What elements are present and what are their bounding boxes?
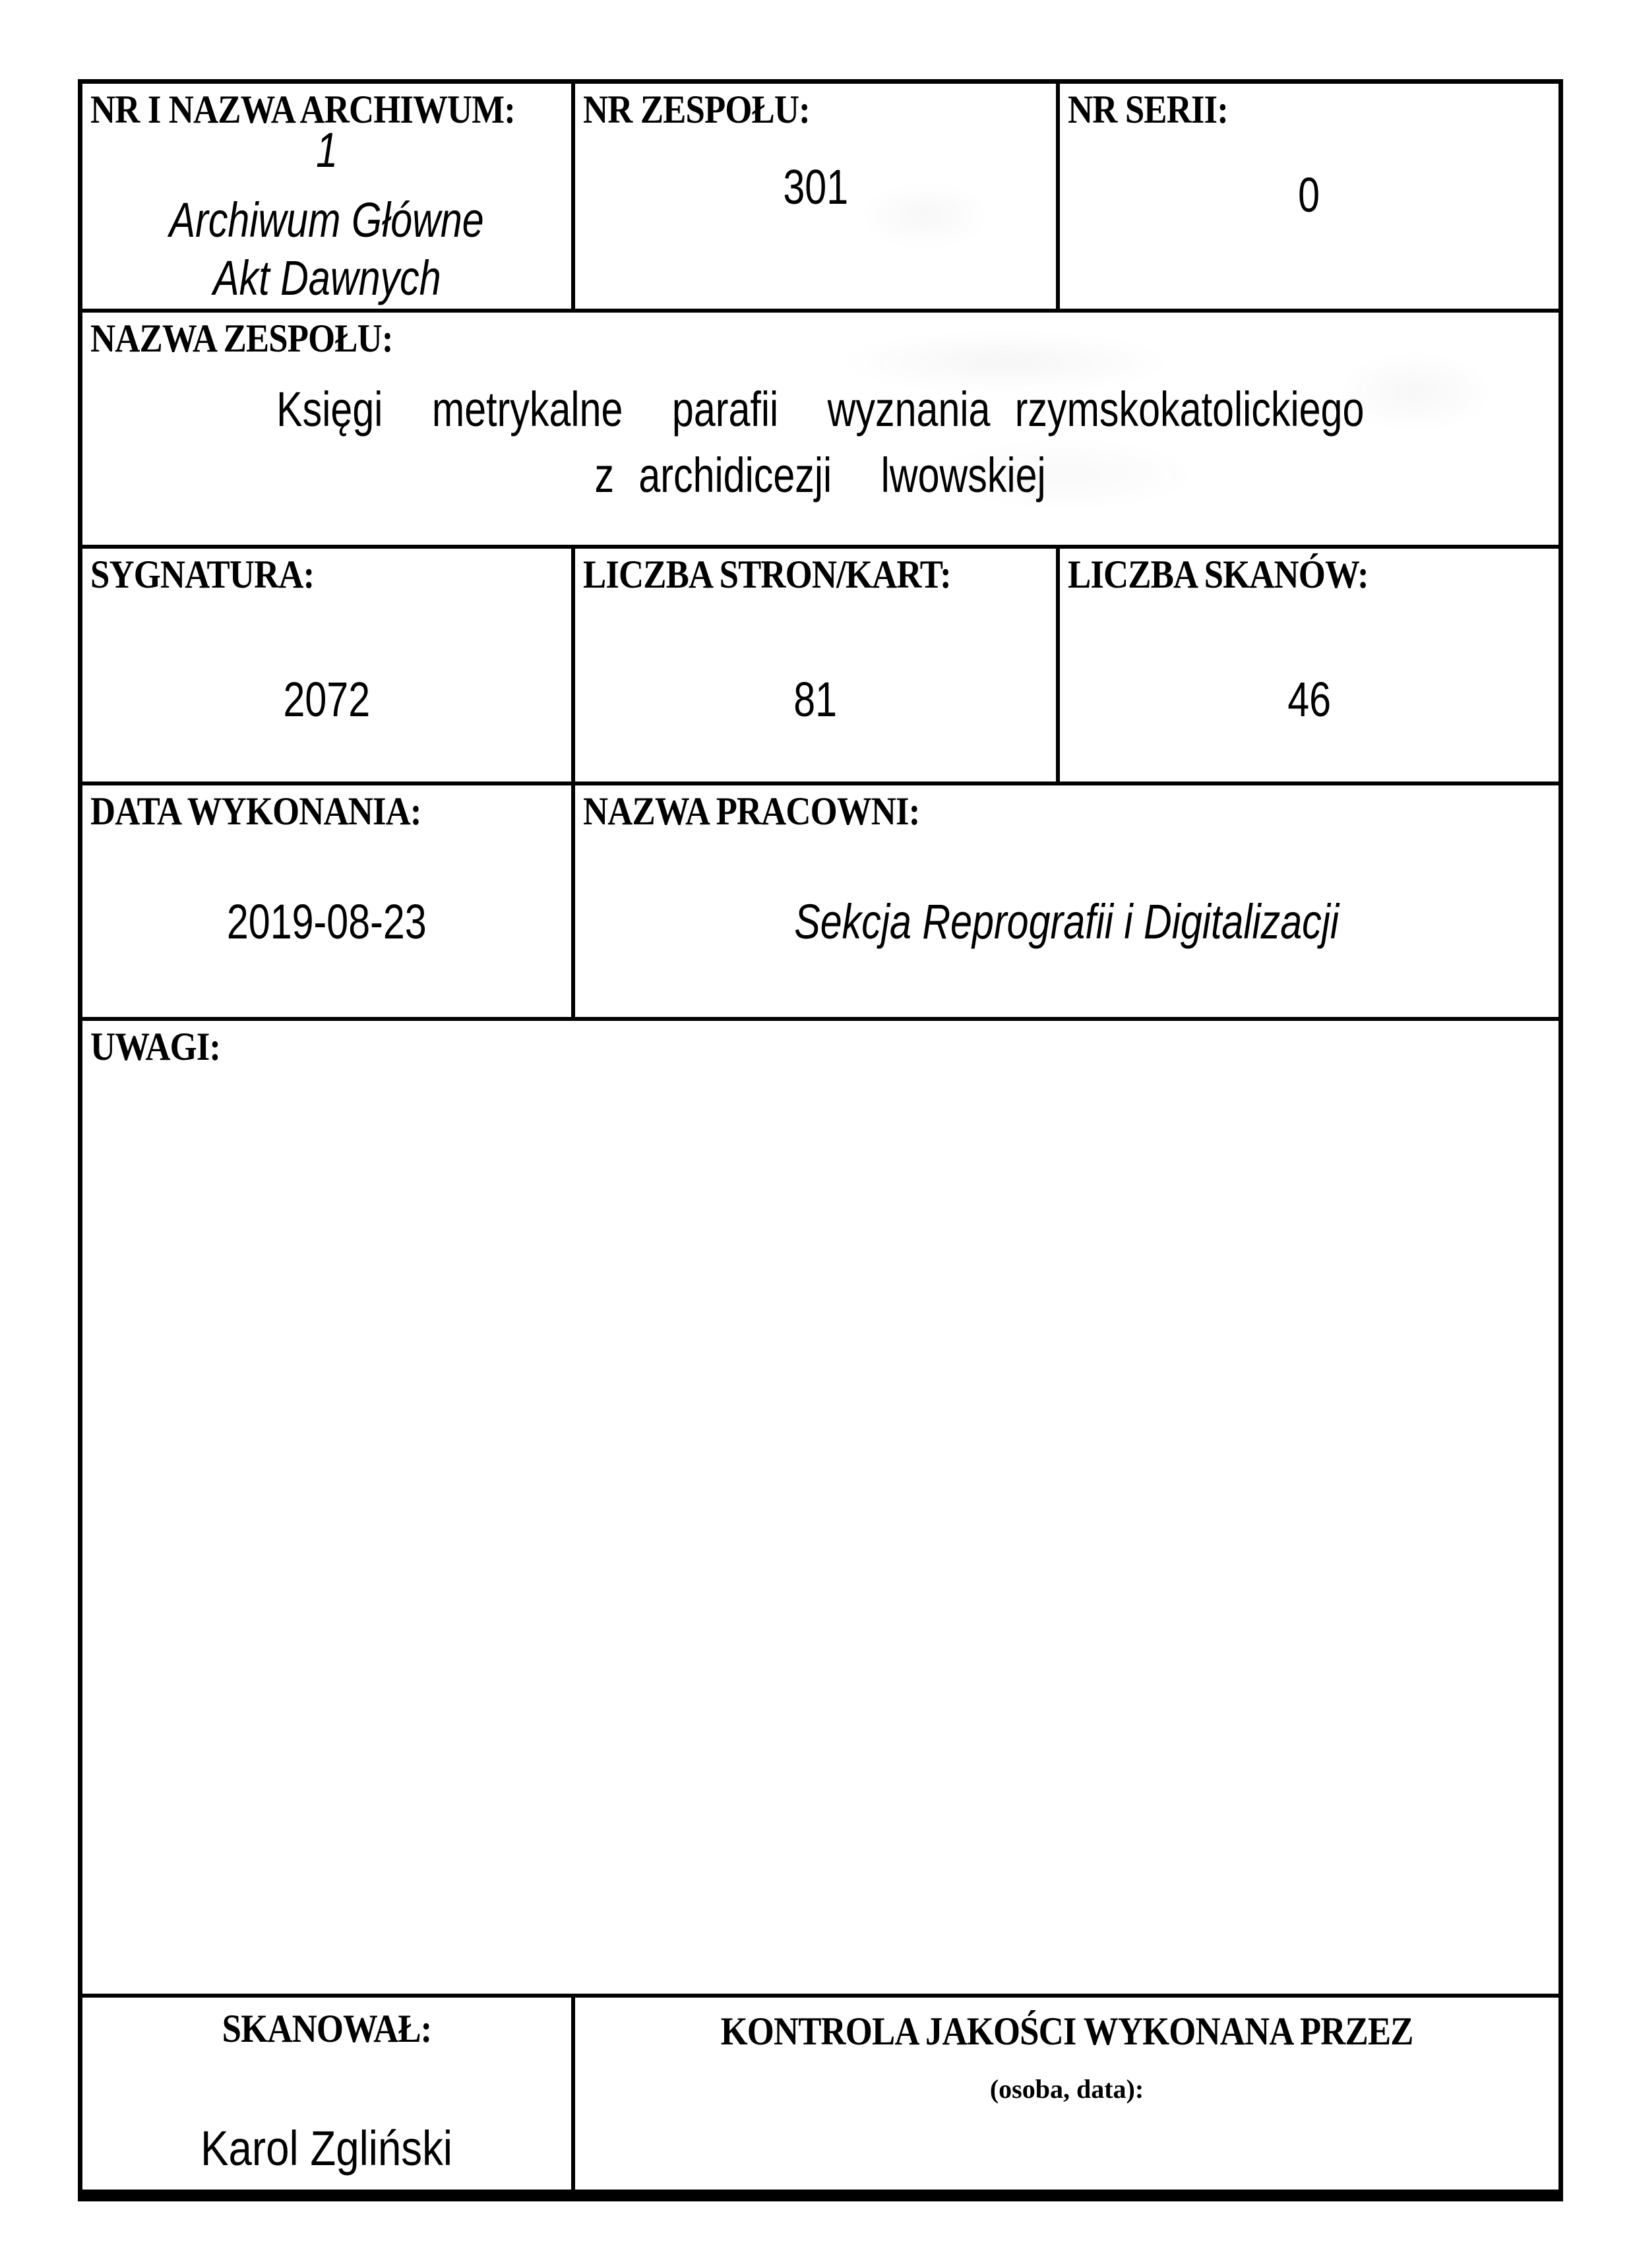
- quality-control-sublabel: (osoba, data):: [989, 2074, 1144, 2104]
- metadata-table: [78, 79, 1563, 2201]
- scans-count-value: 46: [1287, 672, 1331, 727]
- fonds-number-value: 301: [783, 160, 848, 214]
- lab-name-cell: [575, 785, 1558, 1017]
- notes-label: UWAGI:: [90, 1025, 221, 1068]
- series-number-label: NR SERII:: [1068, 88, 1228, 131]
- fonds-number-label: NR ZESPOŁU:: [583, 88, 810, 131]
- notes-cell: [82, 1021, 1558, 1994]
- signature-value: 2072: [283, 672, 371, 727]
- scanned-by-label: SKANOWAŁ:: [222, 2007, 432, 2050]
- series-number-cell: [1060, 84, 1558, 309]
- archive-name-line2: Akt Dawnych: [212, 251, 441, 305]
- archive-name-line1: Archiwum Główne: [169, 193, 485, 247]
- archive-cell: [82, 84, 571, 309]
- scanned-by-value: Karol Zgliński: [201, 2121, 453, 2176]
- archive-label: NR I NAZWA ARCHIWUM:: [90, 88, 515, 131]
- fonds-name-line2: z archidicezji lwowskiej: [594, 448, 1047, 503]
- pages-count-value: 81: [793, 672, 838, 727]
- scanned-by-cell: [82, 1998, 571, 2190]
- series-number-value: 0: [1298, 168, 1320, 222]
- pages-count-cell: [575, 549, 1056, 782]
- scans-count-cell: [1060, 549, 1558, 782]
- scan-date-value: 2019-08-23: [227, 894, 427, 949]
- fonds-name-label: NAZWA ZESPOŁU:: [90, 317, 393, 360]
- lab-name-label: NAZWA PRACOWNI:: [583, 789, 920, 833]
- lab-name-value: Sekcja Reprografii i Digitalizacji: [794, 894, 1340, 949]
- scan-date-cell: [82, 785, 571, 1017]
- pages-count-label: LICZBA STRON/KART:: [583, 553, 951, 596]
- fonds-name-line1: Księgi metrykalne parafii wyznania rzymskokatolickiego: [276, 382, 1365, 437]
- scan-date-label: DATA WYKONANIA:: [90, 789, 421, 833]
- signature-label: SYGNATURA:: [90, 553, 315, 596]
- scans-count-label: LICZBA SKANÓW:: [1068, 553, 1369, 596]
- quality-control-cell: [575, 1998, 1558, 2190]
- fonds-name-cell: [82, 313, 1558, 545]
- archive-number-value: 1: [316, 123, 338, 177]
- signature-cell: [82, 549, 571, 782]
- fonds-number-cell: [575, 84, 1056, 309]
- quality-control-label: KONTROLA JAKOŚCI WYKONANA PRZEZ: [720, 2009, 1413, 2053]
